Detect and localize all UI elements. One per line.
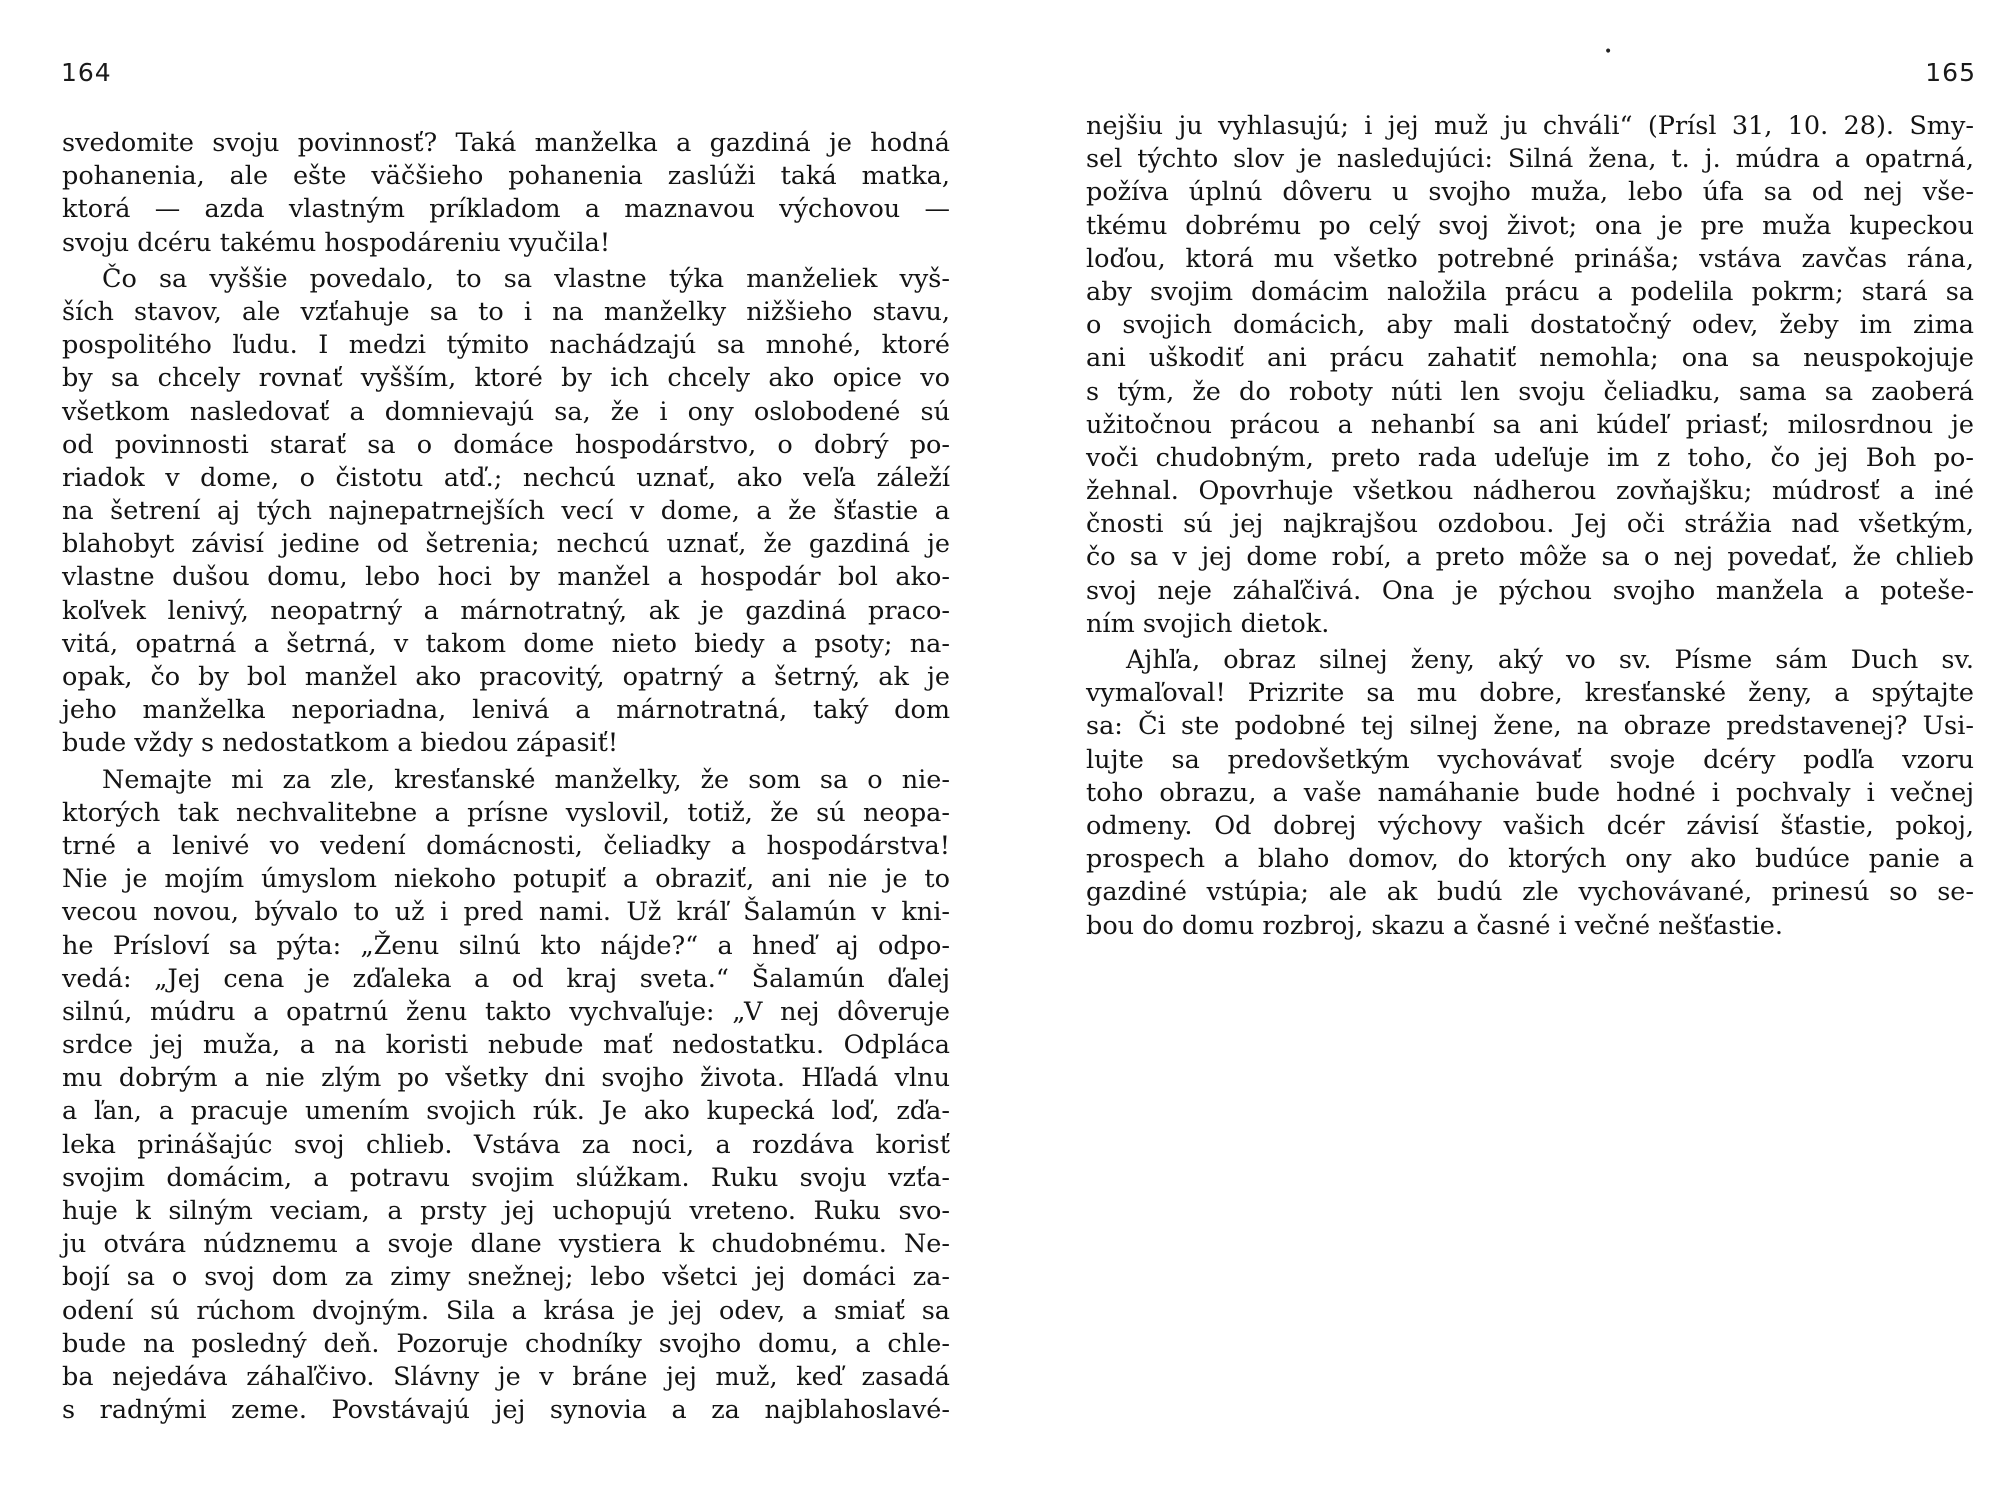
text-line: s radnými zeme. Povstávajú jej synovia a za najblahoslavé- (62, 1395, 950, 1426)
text-line: huje k silným veciam, a prsty jej uchopujú vreteno. Ruku svo- (62, 1196, 950, 1226)
text-line: toho obrazu, a vaše namáhanie bude hodné i pochvaly i večnej (1086, 777, 1974, 808)
text-line: koľvek lenivý, neopatrný a márnotratný, ak je gazdiná praco- (62, 595, 950, 626)
text-line: aby svojim domácim naložila prácu a podelila pokrm; stará sa (1086, 276, 1974, 307)
page-body-text (1086, 110, 1974, 943)
text-line: všetkom nasledovať a domnievajú sa, že i ony oslobodené sú (62, 396, 950, 427)
text-line: blahobyt závisí jedine od šetrenia; nechcú uznať, že gazdiná je (62, 529, 950, 560)
text-line: riadok v dome, o čistotu atď.; nechcú uznať, ako veľa záleží (62, 462, 950, 493)
text-line: ba nejedáva záhaľčivo. Slávny je v bráne jej muž, keď zasadá (62, 1361, 950, 1392)
text-line: ších stavov, ale vzťahuje sa to i na manželky nižšieho stavu, (62, 296, 950, 327)
text-line: voči chudobným, preto rada udeľuje im z toho, čo jej Boh po- (1086, 442, 1974, 473)
text-line: odmeny. Od dobrej výchovy vašich dcér závisí šťastie, pokoj, (1086, 810, 1974, 841)
text-line: sa: Či ste podobné tej silnej žene, na obraze predstavenej? Usi- (1086, 711, 1974, 742)
paragraph-first-line: Ajhľa, obraz silnej ženy, aký vo sv. Písme sám Duch sv. (1126, 645, 1974, 675)
text-line: silnú, múdru a opatrnú ženu takto vychvaľuje: „V nej dôveruje (62, 996, 950, 1027)
text-line: odení sú rúchom dvojným. Sila a krása je jej odev, a smiať sa (62, 1295, 950, 1326)
text-line: bude na posledný deň. Pozoruje chodníky svojho domu, a chle- (62, 1328, 950, 1359)
text-line: ním svojich dietok. (1086, 608, 1330, 639)
text-line: Nie je mojím úmyslom niekoho potupiť a obraziť, ani nie je to (62, 864, 950, 895)
text-line: požíva úplnú dôveru u svojho muža, lebo úfa sa od nej vše- (1086, 177, 1974, 208)
text-line: lujte sa predovšetkým vychovávať svoje dcéry podľa vzoru (1086, 744, 1974, 775)
text-line: čo sa v jej dome robí, a preto môže sa o nej povedať, že chlieb (1086, 542, 1974, 573)
text-line: srdce jej muža, a na koristi nebude mať nedostatku. Odpláca (62, 1030, 950, 1061)
text-line: gazdiné vstúpia; ale ak budú zle vychovávané, prinesú so se- (1086, 877, 1974, 908)
text-line: loďou, ktorá mu všetko potrebné prináša; vstáva zavčas rána, (1086, 243, 1974, 274)
text-line: mu dobrým a nie zlým po všetky dni svojho života. Hľadá vlnu (62, 1063, 950, 1094)
text-line: trné a lenivé vo vedení domácnosti, čeliadky a hospodárstva! (62, 830, 950, 861)
text-line: s tým, že do roboty núti len svoju čeliadku, sama sa zaoberá (1086, 376, 1974, 407)
text-line: ju otvára núdznemu a svoje dlane vystiera k chudobnému. Ne- (62, 1229, 950, 1260)
text-line: bude vždy s nedostatkom a biedou zápasiť! (62, 728, 619, 759)
text-line: vedá: „Jej cena je zďaleka a od kraj sveta.“ Šalamún ďalej (62, 963, 950, 994)
text-line: vecou novou, bývalo to už i pred nami. Už kráľ Šalamún v kni- (62, 897, 950, 928)
text-line: jeho manželka neporiadna, lenivá a márnotratná, taký dom (62, 695, 950, 726)
text-line: prospech a blaho domov, do ktorých ony ako budúce panie a (1086, 844, 1974, 875)
text-line: svojim domácim, a potravu svojim slúžkam. Ruku svoju vzťa- (62, 1162, 950, 1193)
paragraph-first-line: Čo sa vyššie povedalo, to sa vlastne týka manželiek vyš- (102, 263, 950, 294)
text-line: pospolitého ľudu. I medzi týmito nachádzajú sa mnohé, ktoré (62, 330, 950, 361)
page-number: 165 (1925, 58, 1976, 87)
text-line: o svojich domácich, aby mali dostatočný odev, žeby im zima (1086, 310, 1974, 341)
printer-mark: • (1604, 44, 1613, 60)
text-line: ktorých tak nechvalitebne a prísne vyslovil, totiž, že sú neopa- (62, 797, 950, 828)
text-line: od povinnosti starať sa o domáce hospodárstvo, o dobrý po- (62, 429, 950, 460)
text-line: užitočnou prácou a nehanbí sa ani kúdeľ priasť; milosrdnou je (1086, 409, 1974, 440)
text-line: he Prísloví sa pýta: „Ženu silnú kto nájde?“ a hneď aj odpo- (62, 930, 950, 961)
text-line: bou do domu rozbroj, skazu a časné i večné nešťastie. (1086, 910, 1783, 941)
text-line: čnosti sú jej najkrajšou ozdobou. Jej oči strážia nad všetkým, (1086, 509, 1974, 540)
text-line: vitá, opatrná a šetrná, v takom dome nieto biedy a psoty; na- (62, 628, 950, 659)
paragraph-first-line: Nemajte mi za zle, kresťanské manželky, že som sa o nie- (102, 764, 950, 795)
text-line: leka prinášajúc svoj chlieb. Vstáva za noci, a rozdáva korisť (62, 1129, 950, 1160)
page-number: 164 (61, 58, 112, 87)
text-line: svoj neje záhaľčivá. Ona je pýchou svojho manžela a poteše- (1086, 575, 1974, 606)
text-line: opak, čo by bol manžel ako pracovitý, opatrný a šetrný, ak je (62, 662, 950, 692)
page-body-text (62, 127, 950, 1427)
text-line: nejšiu ju vyhlasujú; i jej muž ju chváli“ (Prísl 31, 10. 28). Smy- (1086, 111, 1974, 141)
text-line: bojí sa o svoj dom za zimy snežnej; lebo všetci jej domáci za- (62, 1262, 950, 1293)
text-line: vlastne dušou domu, lebo hoci by manžel a hospodár bol ako- (62, 562, 950, 593)
text-line: pohanenia, ale ešte väčšieho pohanenia zaslúži taká matka, (62, 161, 950, 192)
text-line: na šetrení aj tých najnepatrnejších vecí v dome, a že šťastie a (62, 496, 950, 527)
text-line: svedomite svoju povinnosť? Taká manželka a gazdiná je hodná (62, 128, 950, 158)
text-line: tkému dobrému po celý svoj život; ona je pre muža kupeckou (1086, 210, 1974, 241)
text-line: a ľan, a pracuje umením svojich rúk. Je ako kupecká loď, zďa- (62, 1096, 950, 1127)
text-line: by sa chcely rovnať vyšším, ktoré by ich chcely ako opice vo (62, 363, 950, 394)
text-line: žehnal. Opovrhuje všetkou nádherou zovňajšku; múdrosť a iné (1086, 476, 1974, 507)
text-line: ani uškodiť ani prácu zahatiť nemohla; ona sa neuspokojuje (1086, 343, 1974, 374)
right-page (1006, 0, 2012, 1500)
text-line: vymaľoval! Prizrite sa mu dobre, kresťanské ženy, a spýtajte (1086, 678, 1974, 709)
text-line: sel týchto slov je nasledujúci: Silná žena, t. j. múdra a opatrná, (1086, 144, 1974, 175)
text-line: svoju dcéru takému hospodáreniu vyučila! (62, 227, 611, 258)
text-line: ktorá — azda vlastným príkladom a maznavou výchovou — (62, 194, 950, 225)
